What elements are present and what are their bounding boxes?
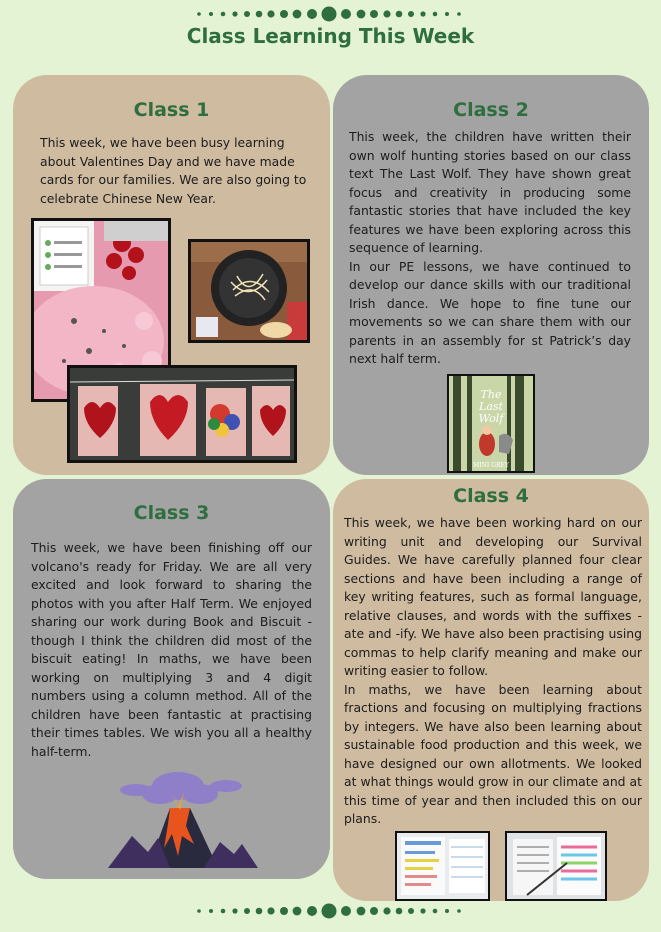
- page-title: Class Learning This Week: [186, 24, 475, 48]
- book-author: MINI GREY: [473, 462, 509, 469]
- dot-divider-bottom: [0, 902, 661, 920]
- book-title-line1: The: [480, 388, 502, 401]
- class3-card: [13, 479, 330, 879]
- class4-paragraph-1: This week, we have been working hard on our writing unit and developing our Survival Guides. We have carefully planned four clear sections and have been including a range of key writing features, such as formal language, relative clauses, and words with the suffixes -ate and -ify. We have also been practising using commas to help clarify meaning and make our writing easier to follow.: [344, 515, 642, 678]
- book-title-line3: Wolf: [478, 412, 504, 425]
- class4-text: [344, 514, 642, 829]
- survival-guide-photo: [505, 831, 607, 901]
- class1-card: [13, 75, 330, 475]
- noodle-wok-photo: [188, 239, 310, 343]
- class4-card: [333, 479, 649, 901]
- class2-card: [333, 75, 649, 475]
- class4-heading: Class 4: [453, 485, 529, 507]
- valentine-cards-photo: [67, 365, 297, 463]
- class2-heading: Class 2: [453, 99, 529, 121]
- class1-heading: Class 1: [133, 99, 210, 121]
- class4-paragraph-2: In maths, we have been learning about fractions and focusing on multiplying fractions by integers. We have also been learning about sustainable food production and this week, we have designed our own allotments. We looked at what things would grow in our climate and at this time of year and then included this on our plans.: [344, 681, 642, 826]
- dot-divider-top: [0, 5, 661, 23]
- allotment-plan-photo: [395, 831, 490, 901]
- class2-text: [349, 128, 631, 369]
- class3-text: This week, we have been finishing off our volcano's ready for Friday. We are all very excited and look forward to sharing the photos with you after Half Term. We enjoyed sharing our work during Book and Biscuit - though I think the children did most of the biscuit eating! In maths, we have been working on multiplying 3 and 4 digit numbers using a column method. All of the children have been fantastic at practising their times tables. We wish you all a healthy half-term.: [31, 540, 312, 759]
- class2-paragraph-2: In our PE lessons, we have continued to develop our dance skills with our traditional Irish dance. We hope to fine tune our movements so we can share them with our parents in an assembly for st Patrick’s day next half term.: [349, 258, 631, 366]
- the-last-wolf-book-cover: [447, 374, 535, 473]
- class1-text: This week, we have been busy learning about Valentines Day and we have made cards for our families. We are also going to celebrate Chinese New Year.: [40, 135, 307, 206]
- volcano-icon: [108, 764, 258, 870]
- class3-heading: Class 3: [133, 502, 210, 524]
- class2-paragraph-1: This week, the children have written their own wolf hunting stories based on our class text The Last Wolf. They have shown great focus and creativity in producing some fantastic stories that have included the key features we have been exploring across this sequence of learning.: [349, 129, 631, 255]
- book-title-line2: Last: [479, 400, 503, 413]
